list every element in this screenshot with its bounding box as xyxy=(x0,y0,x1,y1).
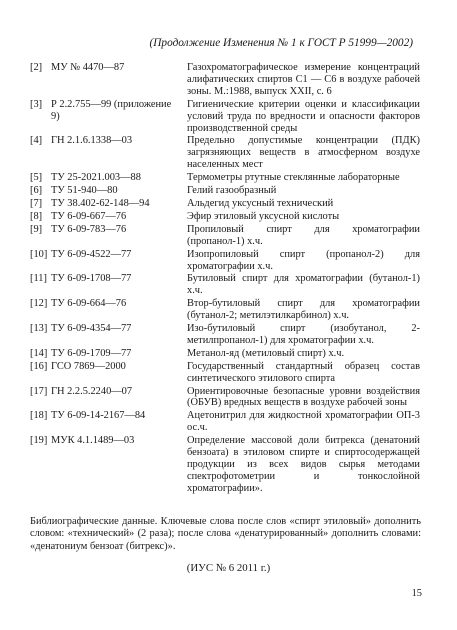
reference-number: [5] xyxy=(30,172,43,184)
reference-row xyxy=(30,135,420,171)
reference-number: [4] xyxy=(30,135,43,147)
reference-description: Изопропиловый спирт (пропанол-2) для хроматографии х.ч. xyxy=(187,248,420,272)
reference-code: ТУ 6-09-1708—77 xyxy=(51,273,132,285)
reference-row xyxy=(30,361,420,385)
reference-row xyxy=(30,348,420,360)
reference-code: ГН 2.2.5.2240—07 xyxy=(51,385,133,397)
reference-code: ТУ 6-09-4354—77 xyxy=(51,323,132,335)
reference-code: МУК 4.1.1489—03 xyxy=(51,435,135,447)
reference-code: ТУ 25-2021.003—88 xyxy=(51,172,141,184)
reference-number: [3] xyxy=(30,98,43,110)
reference-number: [16] xyxy=(30,360,48,372)
reference-row xyxy=(30,410,420,434)
reference-code: Р 2.2.755—99 (приложение 9) xyxy=(51,98,172,122)
reference-code: ТУ 6-09-14-2167—84 xyxy=(51,410,146,422)
reference-code: ТУ 51-940—80 xyxy=(51,185,118,197)
reference-code: ТУ 6-09-1709—77 xyxy=(51,347,132,359)
page-header: (Продолжение Изменения № 1 к ГОСТ Р 51999—2002) xyxy=(149,37,413,49)
reference-row xyxy=(30,386,420,410)
reference-description: Гигиенические критерии оценки и классификации условий труда по вредности и опасности факторов производственной среды xyxy=(187,98,420,134)
reference-number: [14] xyxy=(30,347,48,359)
reference-description: Ориентировочные безопасные уровни воздействия (ОБУВ) вредных веществ в воздухе рабочей зоны xyxy=(187,385,420,409)
reference-description: Газохроматографическое измерение концентраций алифатических спиртов С1 — С6 в воздухе рабочей зоны. М.:1988, выпуск XXII, с. 6 xyxy=(187,62,420,97)
reference-description: Эфир этиловый уксусной кислоты xyxy=(187,210,340,222)
reference-number: [6] xyxy=(30,185,43,197)
reference-row xyxy=(30,435,420,495)
reference-number: [10] xyxy=(30,248,48,260)
reference-description: Ацетонитрил для жидкостной хроматографии ОП-3 ос.ч. xyxy=(187,410,420,434)
reference-code: ТУ 6-09-4522—77 xyxy=(51,248,132,260)
reference-description: Изо-бутиловый спирт (изобутанол, 2-метилпропанол-1) для хроматографии х.ч. xyxy=(187,323,420,346)
reference-description: Определение массовой доли битрекса (денатоний бензоата) в этиловом спирте и спиртосодержащей продукции из всех видов сырья методами спектрофотометрии и тонкослойной хроматографии». xyxy=(187,435,420,494)
reference-row xyxy=(30,99,420,135)
reference-row xyxy=(30,198,420,210)
reference-number: [11] xyxy=(30,273,47,285)
reference-number: [13] xyxy=(30,323,48,335)
reference-description: Бутиловый спирт для хроматографии (бутанол-1) х.ч. xyxy=(187,273,420,297)
reference-number: [9] xyxy=(30,223,43,235)
reference-row xyxy=(30,298,420,322)
reference-description: Метанол-яд (метиловый спирт) х.ч. xyxy=(187,347,345,359)
reference-code: ТУ 6-09-664—76 xyxy=(51,298,127,310)
reference-row xyxy=(30,273,420,297)
reference-code: МУ № 4470—87 xyxy=(51,62,125,73)
reference-number: [19] xyxy=(30,435,48,447)
reference-description: Пропиловый спирт для хроматографии (пропанол-1) х.ч. xyxy=(187,223,420,247)
reference-row xyxy=(30,224,420,248)
reference-row xyxy=(30,185,420,197)
reference-description: Альдегид уксусный технический xyxy=(187,197,334,209)
reference-number: [2] xyxy=(30,62,43,73)
reference-number: [7] xyxy=(30,197,43,209)
reference-description: Термометры ртутные стеклянные лабораторные xyxy=(187,172,400,184)
reference-description: Втор-бутиловый спирт для хроматографии (бутанол-2; метилэтилкарбинол) х.ч. xyxy=(187,298,420,322)
page-number: 15 xyxy=(411,588,422,599)
reference-description: Предельно допустимые концентрации (ПДК) загрязняющих веществ в атмосферном воздухе населенных мест xyxy=(187,135,420,171)
reference-description: Гелий газообразный xyxy=(187,185,277,197)
ius-note: (ИУС № 6 2011 г.) xyxy=(186,562,271,574)
reference-number: [12] xyxy=(30,298,48,310)
reference-row xyxy=(30,62,420,98)
reference-code: ГСО 7869—2000 xyxy=(51,360,126,372)
bibliographic-data-paragraph: Библиографические данные. Ключевые слова после слов «спирт этиловый» дополнить словом: «технический» (2 раза); после слова «денатурированный» дополнить словами: «денатониум бензоат (битрекс)». xyxy=(30,516,421,552)
reference-code: ТУ 6-09-667—76 xyxy=(51,210,127,222)
reference-description: Государственный стандартный образец состав синтетического этилового спирта xyxy=(187,360,420,384)
reference-row xyxy=(30,172,420,184)
reference-list xyxy=(30,62,420,496)
reference-number: [17] xyxy=(30,385,48,397)
reference-row xyxy=(30,211,420,223)
reference-number: [8] xyxy=(30,210,43,222)
reference-code: ГН 2.1.6.1338—03 xyxy=(51,135,133,147)
reference-code: ТУ 38.402-62-148—94 xyxy=(51,197,150,209)
reference-row xyxy=(30,323,420,347)
reference-row xyxy=(30,249,420,273)
reference-code: ТУ 6-09-783—76 xyxy=(51,223,127,235)
reference-number: [18] xyxy=(30,410,48,422)
